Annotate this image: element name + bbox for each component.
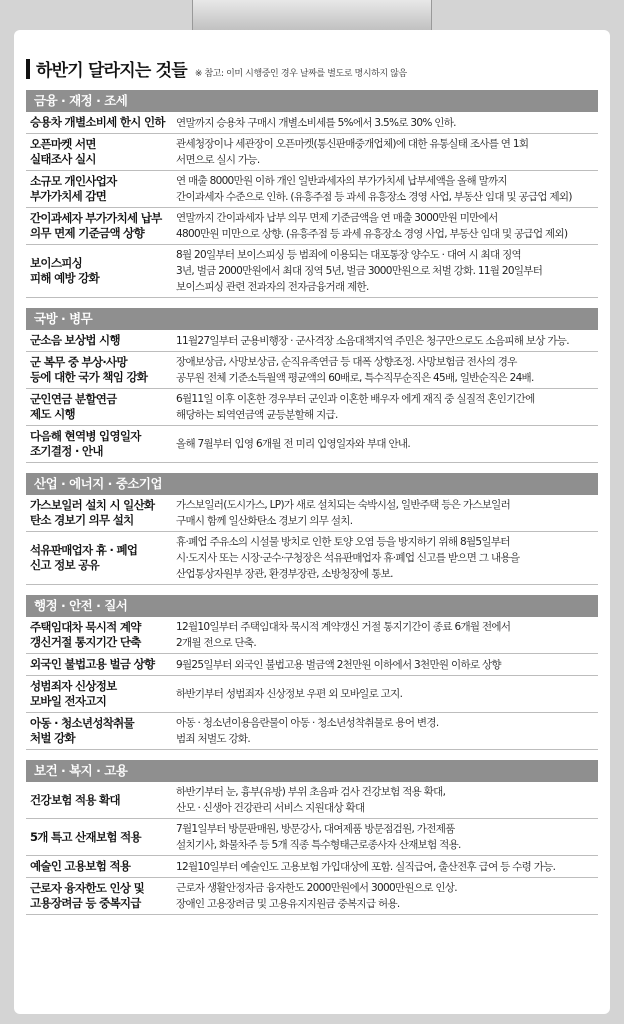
row-label xyxy=(26,352,170,388)
row-description-line: 산모 · 신생아 건강관리 서비스 지원대상 확대 xyxy=(176,802,365,814)
table-row xyxy=(26,245,598,298)
row-label-line: 근로자 융자한도 인상 및 xyxy=(30,881,144,895)
row-description xyxy=(170,495,598,531)
row-description-line: 구매시 함께 일산화탄소 경보기 의무 설치. xyxy=(176,515,353,527)
section xyxy=(26,473,598,585)
row-label xyxy=(26,495,170,531)
table-row xyxy=(26,389,598,426)
row-label-line: 간이과세자 부가가치세 납부 xyxy=(30,211,162,225)
section xyxy=(26,90,598,298)
table-row xyxy=(26,617,598,654)
row-description-line: 연말까지 간이과세자 납부 의무 면제 기준금액을 연 매출 3000만원 미만에서 xyxy=(176,212,498,224)
row-label-line: 처벌 강화 xyxy=(30,731,75,745)
row-label-line: 고용장려금 등 중복지급 xyxy=(30,896,141,910)
row-label xyxy=(26,790,170,811)
row-description-line: 범죄 처벌도 강화. xyxy=(176,733,251,745)
row-description-line: 11월27일부터 군용비행장 · 군사격장 소음대책지역 주민은 청구만으로도 소음피해 보상 가능. xyxy=(176,334,569,347)
row-description-line: 연말까지 승용차 구매시 개별소비세를 5%에서 3.5%로 30% 인하. xyxy=(176,116,456,129)
table-row xyxy=(26,112,598,134)
page-header xyxy=(26,56,598,82)
row-description xyxy=(170,857,598,877)
row-description-line: 보이스피싱 관련 전과자의 전자금융거래 제한. xyxy=(176,281,369,293)
row-label xyxy=(26,713,170,749)
row-label-line: 아동 · 청소년성착취물 xyxy=(30,716,134,730)
section-heading: 행정 · 안전 · 질서 xyxy=(26,595,598,617)
table-row xyxy=(26,782,598,819)
row-description xyxy=(170,713,598,749)
row-label-line: 군소음 보상법 시행 xyxy=(30,333,120,347)
row-description-line: 6월11일 이후 이혼한 경우부터 군인과 이혼한 배우자 에게 재직 중 실질적 혼인기간에 xyxy=(176,393,535,405)
row-description-line: 시·도지사 또는 시장·군수·구청장은 석유판매업자 휴·폐업 신고를 받으면 그 내용을 xyxy=(176,552,520,564)
row-label xyxy=(26,208,170,244)
table-row xyxy=(26,426,598,463)
page-title: 하반기 달라지는 것들 xyxy=(36,61,187,81)
row-label-line: 주택임대차 묵시적 계약 xyxy=(30,620,141,634)
row-label-line: 부가가치세 감면 xyxy=(30,189,107,203)
row-label-line: 모바일 전자고지 xyxy=(30,694,107,708)
row-description-line: 장애보상금, 사망보상금, 순직유족연금 등 대폭 상향조정. 사망보험금 전사의 경우 xyxy=(176,356,517,368)
row-description xyxy=(170,389,598,425)
table-row xyxy=(26,134,598,171)
table-row xyxy=(26,208,598,245)
table-row xyxy=(26,495,598,532)
row-label-line: 예술인 고용보험 적용 xyxy=(30,859,131,873)
table-row xyxy=(26,330,598,352)
row-description-line: 설치기사, 화물차주 등 5개 직종 특수형태근로종사자 산재보험 적용. xyxy=(176,839,461,851)
row-description-line: 하반기부터 성범죄자 신상정보 우편 외 모바일로 고지. xyxy=(176,688,403,700)
row-label xyxy=(26,426,170,462)
row-description xyxy=(170,819,598,855)
row-description xyxy=(170,171,598,207)
row-label-line: 소규모 개인사업자 xyxy=(30,174,117,188)
row-description-line: 해당하는 퇴역연금액 균등분할해 지급. xyxy=(176,409,338,421)
section xyxy=(26,760,598,915)
row-description xyxy=(170,655,598,675)
row-description-line: 간이과세자 수준으로 인하. (유흥주점 등 과세 유흥장소 경영 사업, 부동산 임대 및 공급업 제외) xyxy=(176,191,572,203)
table-row xyxy=(26,819,598,856)
row-description xyxy=(170,245,598,297)
row-label-line: 제도 시행 xyxy=(30,407,75,421)
table-row xyxy=(26,654,598,676)
page-note: ※ 참고: 이미 시행중인 경우 날짜를 별도로 명시하지 않음 xyxy=(194,69,407,79)
row-description-line: 9월25일부터 외국인 불법고용 벌금액 2천만원 이하에서 3천만원 이하로 상향 xyxy=(176,658,501,671)
row-label-line: 군 복무 중 부상·사망 xyxy=(30,355,127,369)
row-label xyxy=(26,253,170,289)
section-heading: 보건 · 복지 · 고용 xyxy=(26,760,598,782)
row-label xyxy=(26,617,170,653)
row-label xyxy=(26,856,170,877)
row-description xyxy=(170,782,598,818)
table-row xyxy=(26,352,598,389)
section xyxy=(26,308,598,463)
row-label-line: 건강보험 적용 확대 xyxy=(30,792,120,807)
row-description-line: 올해 7월부터 입영 6개월 전 미리 입영일자와 부대 안내. xyxy=(176,438,411,450)
row-label-line: 승용차 개별소비세 한시 인하 xyxy=(30,115,165,129)
row-label-line: 5개 특고 산재보험 적용 xyxy=(30,829,141,844)
row-description-line: 아동 · 청소년이용음란물이 아동 · 청소년성착취물로 용어 변경. xyxy=(176,717,439,729)
row-description-line: 공무원 전체 기준소득월액 평균액의 60배로, 특수직무순직은 45배, 일반순직은 24배. xyxy=(176,372,534,384)
row-label-line: 의무 면제 기준금액 상향 xyxy=(30,226,144,240)
section xyxy=(26,595,598,750)
row-label-line: 등에 대한 국가 책임 강화 xyxy=(30,370,148,384)
row-description-line: 연 매출 8000만원 이하 개인 일반과세자의 부가가치세 납부세액을 올해 말까지 xyxy=(176,175,507,187)
row-description-line: 가스보일러(도시가스, LP)가 새로 설치되는 숙박시설, 일반주택 등은 가스보일러 xyxy=(176,499,511,511)
section-heading: 산업 · 에너지 · 중소기업 xyxy=(26,473,598,495)
row-description-line: 산업통상자원부 장관, 환경부장관, 소방청장에 통보. xyxy=(176,568,393,580)
row-description-line: 장애인 고용장려금 및 고용유지지원금 중복지급 허용. xyxy=(176,898,400,910)
row-label xyxy=(26,540,170,576)
row-description xyxy=(170,434,598,454)
table-row xyxy=(26,676,598,713)
row-description-line: 12월10일부터 주택임대차 묵시적 계약갱신 거절 통지기간이 종료 6개월 전에서 xyxy=(176,621,511,633)
row-label xyxy=(26,112,170,133)
row-description-line: 7월1일부터 방문판매원, 방문강사, 대여제품 방문점검원, 가전제품 xyxy=(176,823,455,835)
row-description-line: 4800만원 미만으로 상향. (유흥주점 등 과세 유흥장소 경영 사업, 부동산 임대 및 공급업 제외) xyxy=(176,228,568,240)
row-label-line: 오픈마켓 서면 xyxy=(30,137,96,151)
row-description xyxy=(170,134,598,170)
row-description xyxy=(170,617,598,653)
title-bar-mark xyxy=(26,59,30,79)
row-label xyxy=(26,389,170,425)
document-page xyxy=(14,30,610,1014)
table-row xyxy=(26,532,598,585)
row-label-line: 외국인 불법고용 벌금 상향 xyxy=(30,657,155,671)
row-label-line: 보이스피싱 xyxy=(30,256,83,270)
row-description xyxy=(170,684,598,704)
table-row xyxy=(26,856,598,878)
table-row xyxy=(26,878,598,915)
row-description xyxy=(170,352,598,388)
row-label-line: 조기결정 · 안내 xyxy=(30,444,103,458)
row-label-line: 다음해 현역병 입영일자 xyxy=(30,429,141,443)
row-label-line: 가스보일러 설치 시 일산화 xyxy=(30,498,155,512)
row-label-line: 탄소 경보기 의무 설치 xyxy=(30,513,134,527)
sections-container xyxy=(26,90,598,915)
row-label xyxy=(26,654,170,675)
row-label-line: 군인연금 분할연금 xyxy=(30,392,117,406)
row-description-line: 근로자 생활안정자금 융자한도 2000만원에서 3000만원으로 인상. xyxy=(176,882,457,894)
row-description-line: 서면으로 실시 가능. xyxy=(176,154,260,166)
row-label-line: 갱신거절 통지기간 단축 xyxy=(30,635,141,649)
row-label xyxy=(26,676,170,712)
row-label xyxy=(26,330,170,351)
clipboard-clip xyxy=(192,0,432,34)
row-description xyxy=(170,208,598,244)
row-label xyxy=(26,878,170,914)
row-label-line: 성범죄자 신상정보 xyxy=(30,679,117,693)
row-description xyxy=(170,113,598,133)
row-description xyxy=(170,878,598,914)
row-description-line: 휴·폐업 주유소의 시설물 방치로 인한 토양 오염 등을 방지하기 위해 8월5일부터 xyxy=(176,536,510,548)
row-description-line: 3년, 벌금 2000만원에서 최대 징역 5년, 벌금 3000만원으로 처벌 강화. 11월 20일부터 xyxy=(176,265,543,277)
row-label xyxy=(26,827,170,848)
row-description-line: 8월 20일부터 보이스피싱 등 범죄에 이용되는 대포통장 양수도 · 대여 시 최대 징역 xyxy=(176,249,521,261)
table-row xyxy=(26,171,598,208)
table-row xyxy=(26,713,598,750)
row-description-line: 2개월 전으로 단축. xyxy=(176,637,256,649)
row-label-line: 실태조사 실시 xyxy=(30,152,96,166)
row-label xyxy=(26,134,170,170)
row-label-line: 석유판매업자 휴 · 폐업 xyxy=(30,543,138,557)
row-label xyxy=(26,171,170,207)
row-description-line: 하반기부터 눈, 흉부(유방) 부위 초음파 검사 건강보험 적용 확대, xyxy=(176,786,446,798)
row-description-line: 관세청장이나 세관장이 오픈마켓(통신판매중개업체)에 대한 유통실태 조사를 연 1회 xyxy=(176,138,529,150)
section-heading: 금융 · 재정 · 조세 xyxy=(26,90,598,112)
row-description xyxy=(170,331,598,351)
section-heading: 국방 · 병무 xyxy=(26,308,598,330)
row-label-line: 피해 예방 강화 xyxy=(30,271,100,285)
row-label-line: 신고 정보 공유 xyxy=(30,558,100,572)
row-description-line: 12월10일부터 예술인도 고용보험 가입대상에 포함. 실직급여, 출산전후 급여 등 수령 가능. xyxy=(176,860,556,873)
row-description xyxy=(170,532,598,584)
